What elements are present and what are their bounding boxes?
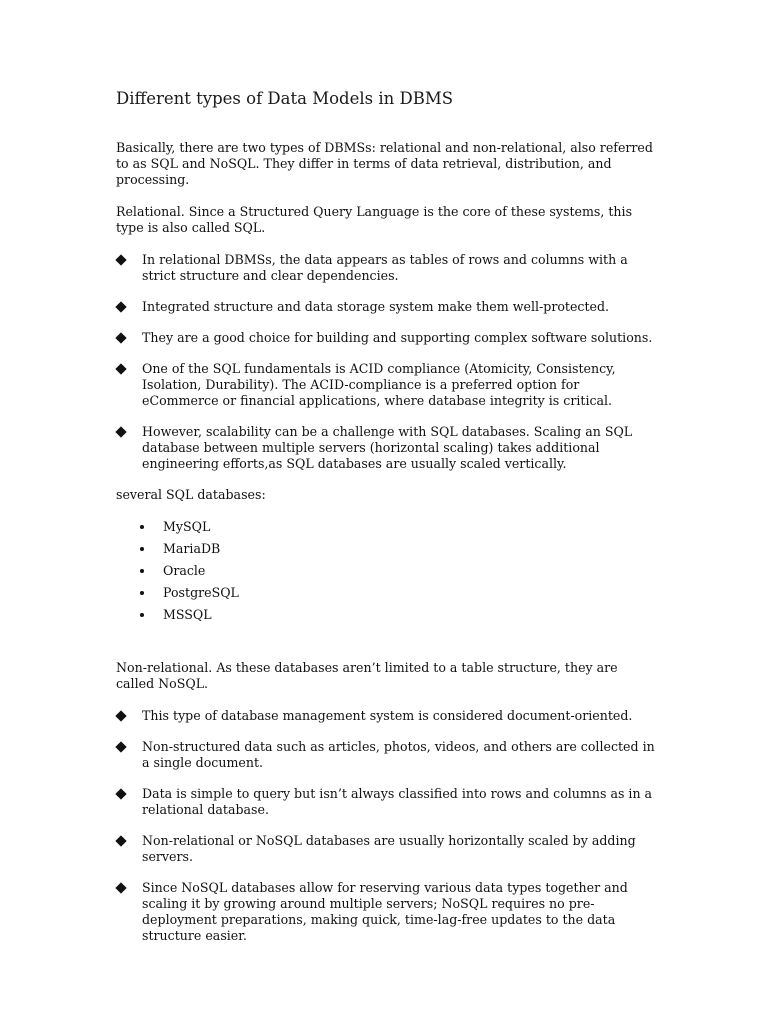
nonrelational-lead	[116, 660, 658, 692]
list-item-text: Since NoSQL databases allow for reserving various data types together and scaling it by growing around multiple servers; NoSQL requires no pre-deployment preparations, making quick, time-lag-free updates to the data structure easier.	[142, 880, 628, 943]
list-item-text: Integrated structure and data storage system make them well-protected.	[142, 299, 610, 314]
diamond-bullet-icon	[115, 835, 126, 846]
bullet-dot-icon	[140, 569, 144, 573]
nonrelational-lead-text: As these databases aren’t limited to a table structure, they are called NoSQL.	[116, 660, 618, 691]
diamond-bullet-icon	[115, 363, 126, 374]
diamond-bullet-icon	[115, 882, 126, 893]
list-item	[139, 585, 658, 601]
sql-databases-list	[116, 519, 658, 623]
list-item	[139, 541, 658, 557]
list-item	[116, 252, 658, 284]
nonrelational-label: Non-relational.	[116, 660, 213, 675]
intro-paragraph: Basically, there are two types of DBMSs: relational and non-relational, also referred to as SQL and NoSQL. They differ in terms of data retrieval, distribution, and processing.	[116, 140, 653, 187]
list-item	[116, 330, 658, 346]
list-item	[116, 833, 658, 865]
list-item-text: They are a good choice for building and supporting complex software solutions.	[142, 330, 653, 345]
diamond-bullet-icon	[115, 426, 126, 437]
list-item-text: One of the SQL fundamentals is ACID compliance (Atomicity, Consistency, Isolation, Durability). The ACID-compliance is a preferred option for eCommerce or financial applications, where database integrity is critical.	[142, 361, 616, 408]
diamond-bullet-icon	[115, 741, 126, 752]
list-item-text: PostgreSQL	[163, 585, 239, 600]
list-item	[116, 880, 658, 944]
list-item-text: MariaDB	[163, 541, 221, 556]
bullet-dot-icon	[140, 591, 144, 595]
diamond-bullet-icon	[115, 710, 126, 721]
list-item	[139, 563, 658, 579]
list-item	[116, 708, 658, 724]
list-item-text: In relational DBMSs, the data appears as tables of rows and columns with a strict structure and clear dependencies.	[142, 252, 628, 283]
list-item-text: MySQL	[163, 519, 211, 534]
list-item-text: This type of database management system is considered document-oriented.	[142, 708, 633, 723]
bullet-dot-icon	[140, 547, 144, 551]
diamond-bullet-icon	[115, 332, 126, 343]
relational-label: Relational.	[116, 204, 185, 219]
list-item-text: Non-structured data such as articles, photos, videos, and others are collected in a single document.	[142, 739, 655, 770]
list-item	[116, 361, 658, 409]
list-item-text: Non-relational or NoSQL databases are usually horizontally scaled by adding servers.	[142, 833, 636, 864]
list-item	[116, 299, 658, 315]
list-item-text: However, scalability can be a challenge with SQL databases. Scaling an SQL database between multiple servers (horizontal scaling) takes additional engineering efforts,as SQL databases are usually scaled vertically.	[142, 424, 633, 471]
list-item	[116, 786, 658, 818]
bullet-dot-icon	[140, 525, 144, 529]
list-item	[116, 424, 658, 472]
list-item	[139, 607, 658, 623]
diamond-bullet-icon	[115, 254, 126, 265]
relational-points	[116, 252, 658, 472]
list-item	[139, 519, 658, 535]
list-item	[116, 739, 658, 771]
relational-lead	[116, 204, 658, 236]
nonrelational-points	[116, 708, 658, 944]
list-item-text: Oracle	[163, 563, 206, 578]
relational-lead-text: Since a Structured Query Language is the core of these systems, this type is also called SQL.	[116, 204, 633, 235]
document-title: Different types of Data Models in DBMS	[116, 89, 454, 108]
list-item-text: MSSQL	[163, 607, 212, 622]
list-item-text: Data is simple to query but isn’t always classified into rows and columns as in a relational database.	[142, 786, 653, 817]
diamond-bullet-icon	[115, 788, 126, 799]
sql-databases-heading: several SQL databases:	[116, 487, 266, 502]
diamond-bullet-icon	[115, 301, 126, 312]
bullet-dot-icon	[140, 613, 144, 617]
